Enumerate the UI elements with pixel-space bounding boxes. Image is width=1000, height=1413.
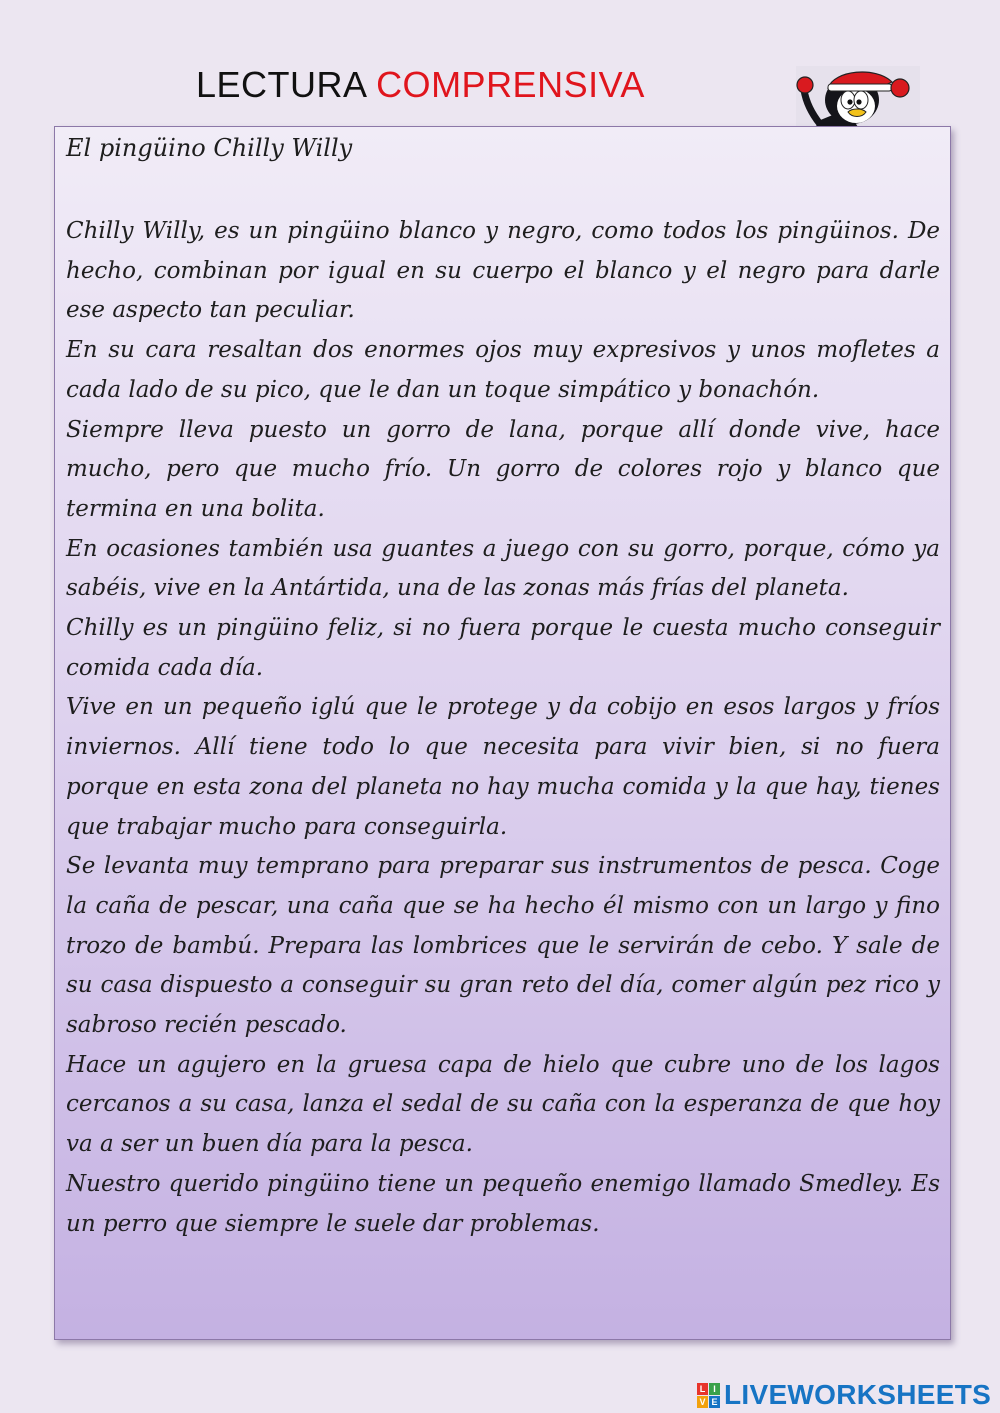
brand-mark-letter: E [709, 1396, 720, 1408]
page-title-comprensiva: COMPRENSIVA [376, 64, 645, 105]
liveworksheets-logo[interactable] [697, 1378, 991, 1412]
brand-mark-icon [697, 1383, 720, 1408]
story-paragraph: Siempre lleva puesto un gorro de lana, porque allí donde vive, hace mucho, pero que mucho frío. Un gorro de colores rojo y blanco que termina en una bolita. [66, 416, 940, 522]
brand-mark-letter: I [709, 1383, 720, 1395]
story-paragraph: Chilly es un pingüino feliz, si no fuera porque le cuesta mucho conseguir comida cada día. [66, 615, 940, 681]
story-title: El pingüino Chilly Willy [66, 134, 353, 162]
story-body [66, 212, 940, 1244]
story-paragraph: En ocasiones también usa guantes a juego con su gorro, porque, cómo ya sabéis, vive en la Antártida, una de las zonas más frías del planeta. [66, 535, 940, 602]
story-paragraph: Nuestro querido pingüino tiene un pequeño enemigo llamado Smedley. Es un perro que siempre le suele dar problemas. [66, 1170, 940, 1237]
brand-mark-letter: L [697, 1383, 708, 1395]
story-paragraph: Chilly Willy, es un pingüino blanco y negro, como todos los pingüinos. De hecho, combinan por igual en su cuerpo el blanco y el negro para darle ese aspecto tan peculiar. [66, 218, 940, 324]
page-title [196, 64, 645, 106]
brand-text: LIVEWORKSHEETS [724, 1379, 992, 1410]
page-title-lectura: LECTURA [196, 64, 366, 105]
story-paragraph: Se levanta muy temprano para preparar sus instrumentos de pesca. Coge la caña de pescar, una caña que se ha hecho él mismo con un largo y fino trozo de bambú. Prepara las lombrices que le servirán de cebo. Y sale de su casa dispuesto a conseguir su gran reto del día, comer algún pez rico y sabroso recién pescado. [66, 853, 940, 1039]
story-paragraph: Hace un agujero en la gruesa capa de hielo que cubre uno de los lagos cercanos a su casa, lanza el sedal de su caña con la esperanza de que hoy va a ser un buen día para la pesca. [66, 1051, 940, 1158]
story-paragraph: Vive en un pequeño iglú que le protege y da cobijo en esos largos y fríos inviernos. Allí tiene todo lo que necesita para vivir bien, si no fuera porque en esta zona del planeta no hay mucha comida y la que hay, tienes que trabajar mucho para conseguirla. [66, 694, 940, 840]
story-paragraph: En su cara resaltan dos enormes ojos muy expresivos y unos mofletes a cada lado de su pico, que le dan un toque simpático y bonachón. [66, 337, 940, 403]
brand-mark-letter: V [697, 1396, 708, 1408]
